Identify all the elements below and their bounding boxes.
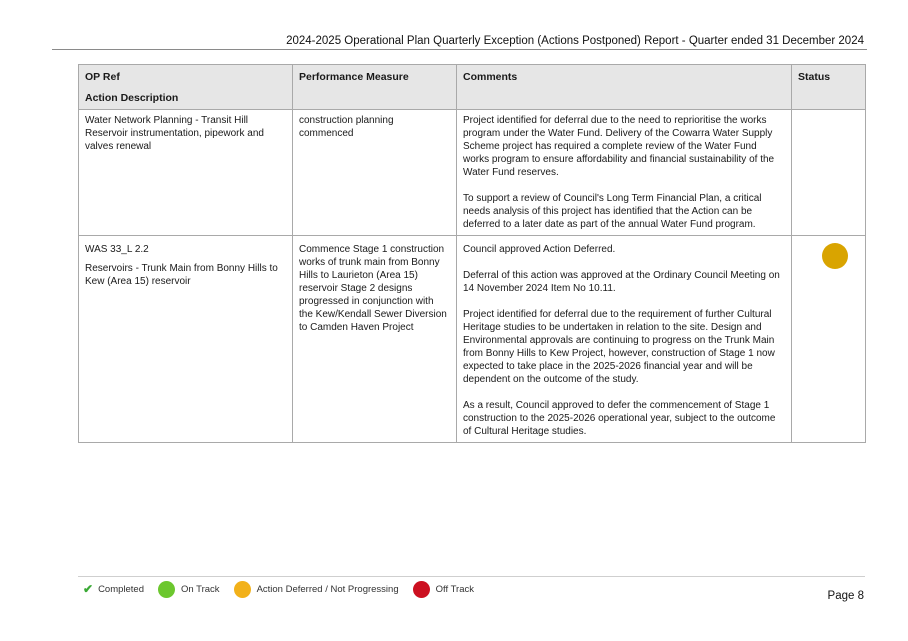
comment-paragraph: To support a review of Council's Long Term Financial Plan, a critical needs analysis of this project has identified that the Action can be deferred to a later date as part of the annual Water Fund program.	[463, 193, 762, 230]
footer-divider	[78, 576, 865, 577]
comment-paragraph: Council approved Action Deferred.	[463, 244, 616, 255]
header-divider	[52, 49, 867, 50]
exception-table	[78, 64, 866, 443]
action-description-header-label: Action Description	[85, 92, 179, 104]
performance-measure-cell: construction planning commenced	[293, 110, 457, 236]
op-ref: WAS 33_L 2.2	[85, 244, 149, 255]
legend-item-on-track	[158, 581, 220, 598]
column-header-performance-measure: Performance Measure	[293, 65, 457, 110]
legend-label: Completed	[98, 583, 145, 595]
legend-label: Action Deferred / Not Progressing	[256, 583, 399, 595]
red-circle-icon	[413, 581, 430, 598]
action-cell	[79, 236, 293, 443]
green-circle-icon	[158, 581, 175, 598]
comment-paragraph: Project identified for deferral due to the requirement of further Cultural Heritage studies to be undertaken in relation to the site. Design and Environmental approvals are continuing to progress on the Trunk Main from Bonny Hills to Kew Project, however, construction of Stage 1 now expected to take place in the 2025-2026 financial year and will be dependent on the outcome of the study.	[463, 309, 775, 385]
amber-circle-icon	[234, 581, 251, 598]
table-row	[79, 236, 866, 443]
legend-label: Off Track	[435, 583, 474, 595]
legend-item-completed	[83, 582, 144, 596]
status-deferred-icon	[822, 243, 848, 269]
status-cell	[792, 236, 866, 443]
page-number: Page 8	[827, 590, 864, 602]
comment-paragraph: As a result, Council approved to defer the commencement of Stage 1 construction to the 2025-2026 operational year, subject to the outcome of Cultural Heritage studies.	[463, 400, 776, 437]
comments-cell	[457, 236, 792, 443]
column-header-op-ref	[79, 65, 293, 110]
action-description: Water Network Planning - Transit Hill Reservoir instrumentation, pipework and valves renewal	[85, 115, 264, 152]
action-description: Reservoirs - Trunk Main from Bonny Hills to Kew (Area 15) reservoir	[85, 263, 278, 287]
column-header-status: Status	[792, 65, 866, 110]
column-header-comments: Comments	[457, 65, 792, 110]
status-cell	[792, 110, 866, 236]
performance-measure-cell: Commence Stage 1 construction works of trunk main from Bonny Hills to Laurieton (Area 15) reservoir Stage 2 designs progressed in conjunction with the Kew/Kendall Sewer Diversion to Camden Haven Project	[293, 236, 457, 443]
comment-paragraph: Deferral of this action was approved at the Ordinary Council Meeting on 14 November 2024 Item No 10.11.	[463, 270, 780, 294]
comments-cell	[457, 110, 792, 236]
action-cell	[79, 110, 293, 236]
report-title: 2024-2025 Operational Plan Quarterly Exception (Actions Postponed) Report - Quarter ended 31 December 2024	[286, 35, 864, 47]
checkmark-icon: ✔	[83, 582, 94, 596]
comment-paragraph: Project identified for deferral due to the need to reprioritise the works program under the Water Fund. Delivery of the Cowarra Water Supply Scheme project has required a complete review of the Water Fund works program to ensure affordability and financial sustainability of the Water Fund reserves.	[463, 115, 775, 178]
table-row	[79, 110, 866, 236]
status-legend	[83, 578, 488, 600]
legend-item-off-track	[413, 581, 474, 598]
table-header-row	[79, 65, 866, 110]
op-ref-header-label: OP Ref	[85, 71, 120, 83]
legend-item-deferred	[234, 581, 399, 598]
legend-label: On Track	[181, 583, 220, 595]
